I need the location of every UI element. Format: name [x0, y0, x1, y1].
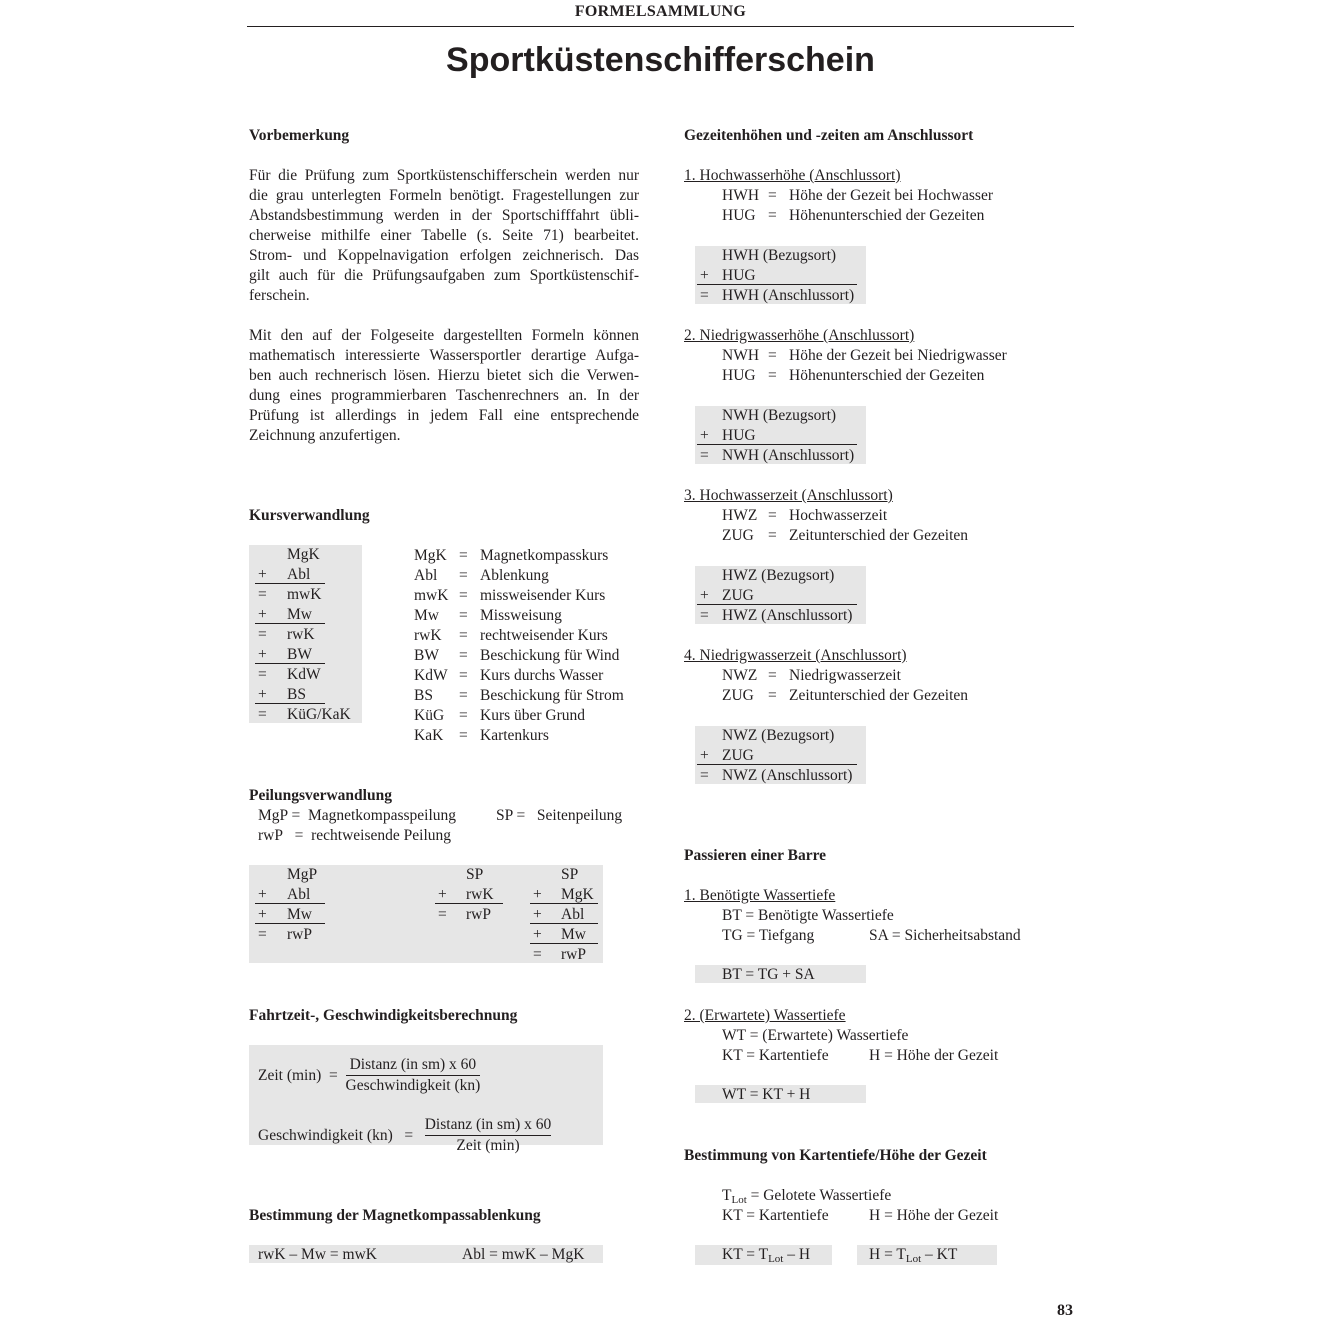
peilung-def-mgp — [258, 806, 456, 826]
vorbemerkung-para1 — [249, 166, 639, 306]
definition: Seitenpeilung — [536, 807, 623, 824]
h-formula — [869, 1245, 957, 1269]
paragraph-line: Zeichnung anzufertigen. — [249, 427, 401, 444]
def-text: Zeitunterschied der Gezeiten — [789, 527, 969, 544]
def-term: BS — [414, 687, 433, 704]
eq: = — [294, 827, 304, 844]
def-bt: BT = Benötigte Wassertiefe — [722, 907, 894, 924]
calc-operator: + — [700, 427, 709, 444]
lot-subscript: Lot — [905, 1253, 922, 1265]
paragraph-line: die grau unterlegten Formeln benötigt. Fragestellungen zur — [249, 187, 639, 204]
calc-value: rwK — [287, 626, 315, 643]
def-term: BW — [414, 647, 439, 664]
calc-value: KüG/KaK — [287, 706, 351, 723]
lhs: Geschwindigkeit (kn) — [258, 1127, 393, 1144]
calc-value: ZUG — [722, 747, 754, 764]
t-symbol: T — [722, 1187, 732, 1204]
heading-fahrtzeit: Fahrtzeit-, Geschwindigkeitsberechnung — [249, 1007, 518, 1024]
underline-rule — [255, 903, 325, 904]
def-text: Hochwasserzeit — [789, 507, 888, 524]
underline-rule — [697, 604, 857, 605]
numerator: Distanz (in sm) x 60 — [425, 1115, 552, 1136]
gezeiten-s3-title: 3. Hochwasserzeit (Anschlussort) — [684, 487, 893, 504]
vorbemerkung-para2 — [249, 326, 639, 446]
def-eq: = — [768, 507, 777, 524]
heading-kursverwandlung: Kursverwandlung — [249, 507, 370, 524]
kt-formula — [722, 1245, 810, 1269]
calc-value: Mw — [287, 906, 312, 923]
def-text: Ablenkung — [480, 567, 549, 584]
term: SP — [496, 807, 513, 824]
def-term: HWH — [722, 187, 760, 204]
paragraph-line: cherweise mithilfe einer Tabelle (s. Seite 71) bearbeitet. — [249, 227, 639, 244]
heading-barre: Passieren einer Barre — [684, 847, 827, 864]
paragraph-line: mathematisch interessierte Wassersportler derartige Aufga- — [249, 347, 639, 364]
def-term: KüG — [414, 707, 445, 724]
calc-value: NWZ (Bezugsort) — [722, 727, 835, 744]
calc-operator: + — [533, 906, 542, 923]
calc-value: MgK — [287, 546, 320, 563]
calc-value: HWZ (Bezugsort) — [722, 567, 835, 584]
def-eq: = — [459, 627, 468, 644]
calc-operator: + — [700, 747, 709, 764]
def-sa: SA = Sicherheitsabstand — [869, 927, 1021, 944]
underline-rule — [255, 583, 325, 584]
calc-value: HWH (Anschlussort) — [722, 287, 855, 304]
def-eq: = — [459, 547, 468, 564]
heading-vorbemerkung: Vorbemerkung — [249, 127, 350, 144]
def-text: Höhenunterschied der Gezeiten — [789, 207, 985, 224]
calc-value: Mw — [287, 606, 312, 623]
calc-value: rwP — [287, 926, 312, 943]
calc-value: Abl — [561, 906, 585, 923]
gezeiten-s4-title: 4. Niedrigwasserzeit (Anschlussort) — [684, 647, 907, 664]
def-eq: = — [459, 667, 468, 684]
def-term: Mw — [414, 607, 439, 624]
paragraph-line: ben auch rechnerisch lösen. Hierzu bietet sich die Verwen- — [249, 367, 639, 384]
calc-value: Abl — [287, 886, 311, 903]
calc-operator: + — [258, 906, 267, 923]
eq: = — [404, 1127, 414, 1144]
calc-operator: = — [438, 906, 447, 923]
def-eq: = — [768, 207, 777, 224]
calc-value: rwK — [466, 886, 494, 903]
underline-rule — [530, 903, 598, 904]
numerator: Distanz (in sm) x 60 — [346, 1055, 481, 1076]
underline-rule — [697, 444, 857, 445]
bt-formula-box — [695, 965, 866, 983]
def-eq: = — [459, 727, 468, 744]
calc-operator: = — [700, 607, 709, 624]
calc-operator: = — [258, 926, 267, 943]
term: rwP — [258, 827, 283, 844]
calc-operator: = — [700, 287, 709, 304]
def-eq: = — [768, 527, 777, 544]
kurs-definitions — [414, 546, 644, 746]
heading-kartentiefe: Bestimmung von Kartentiefe/Höhe der Gezeit — [684, 1147, 987, 1164]
paragraph-line: dung eines programmierbaren Taschenrechners an. In der — [249, 387, 639, 404]
calc-operator: + — [700, 267, 709, 284]
def-eq: = — [768, 687, 777, 704]
paragraph-line: Für die Prüfung zum Sportküstenschifferschein werden nur — [249, 167, 639, 184]
def-kt2: KT = Kartentiefe — [722, 1207, 829, 1224]
gezeiten-s2-calc-box — [695, 406, 866, 464]
calc-value: BW — [287, 646, 312, 663]
def-tg: TG = Tiefgang — [722, 927, 815, 944]
formula-abl: Abl = mwK – MgK — [462, 1246, 585, 1263]
paragraph-line: Prüfung ist allerdings in jedem Fall eine entsprechende — [249, 407, 639, 424]
wt-formula-box — [695, 1085, 866, 1103]
calc-operator: + — [533, 886, 542, 903]
def-term: KaK — [414, 727, 444, 744]
section-header: FORMELSAMMLUNG — [247, 0, 1074, 27]
def-term: ZUG — [722, 527, 754, 544]
gezeiten-s1-title: 1. Hochwasserhöhe (Anschlussort) — [684, 167, 901, 184]
def-eq: = — [768, 667, 777, 684]
formula-geschwindigkeit — [258, 1115, 551, 1156]
denominator: Zeit (min) — [456, 1137, 520, 1154]
calc-operator: = — [533, 946, 542, 963]
calc-operator: + — [258, 566, 267, 583]
def-text: Kurs durchs Wasser — [480, 667, 604, 684]
def-text: Höhe der Gezeit bei Niedrigwasser — [789, 347, 1007, 364]
calc-operator: + — [438, 886, 447, 903]
def-term: HWZ — [722, 507, 758, 524]
eq: = — [329, 1067, 338, 1084]
page-title: Sportküstenschifferschein — [446, 41, 875, 79]
barre-s1-title: 1. Benötigte Wassertiefe — [684, 887, 836, 904]
def-text: Niedrigwasserzeit — [789, 667, 901, 684]
heading-gezeiten: Gezeitenhöhen und -zeiten am Anschlussort — [684, 127, 974, 144]
ablenkung-formula-box — [249, 1245, 603, 1263]
calc-operator: = — [700, 767, 709, 784]
def-text: rechtweisender Kurs — [480, 627, 608, 644]
bt-formula: BT = TG + SA — [722, 966, 815, 983]
def-eq: = — [459, 647, 468, 664]
def-eq: = — [459, 687, 468, 704]
calc-value: Abl — [287, 566, 311, 583]
def-text: Beschickung für Wind — [480, 647, 620, 664]
underline-rule — [530, 943, 598, 944]
def-term: MgK — [414, 547, 447, 564]
gezeiten-s3-calc-box — [695, 566, 866, 624]
calc-value: NWH (Anschlussort) — [722, 447, 855, 464]
def-term: NWZ — [722, 667, 758, 684]
def-h: H = Höhe der Gezeit — [869, 1047, 999, 1064]
calc-value: SP — [561, 866, 579, 883]
kurs-calc-box — [249, 545, 362, 723]
peilung-def-rwp — [258, 826, 451, 846]
underline-rule — [255, 923, 325, 924]
calc-operator: = — [700, 447, 709, 464]
gezeiten-s2-title: 2. Niedrigwasserhöhe (Anschlussort) — [684, 327, 915, 344]
calc-value: ZUG — [722, 587, 754, 604]
gezeiten-s1-calc-box — [695, 246, 866, 304]
calc-value: rwP — [561, 946, 586, 963]
def-text: missweisender Kurs — [480, 587, 606, 604]
formula-part: – H — [783, 1246, 811, 1263]
def-text: Zeitunterschied der Gezeiten — [789, 687, 969, 704]
paragraph-line: gilt auch für die Prüfungsaufgaben zum Sportküstenschif- — [249, 267, 639, 284]
lot-subscript: Lot — [731, 1194, 747, 1206]
def-text: Kartenkurs — [480, 727, 549, 744]
page-number: 83 — [1057, 1302, 1073, 1319]
def-eq: = — [459, 707, 468, 724]
wt-formula: WT = KT + H — [722, 1086, 811, 1103]
def-eq: = — [459, 567, 468, 584]
lot-subscript: Lot — [768, 1253, 784, 1265]
calc-operator: + — [533, 926, 542, 943]
def-text: Kurs über Grund — [480, 707, 586, 724]
calc-value: HUG — [722, 267, 756, 284]
formula-part: H = T — [869, 1246, 906, 1263]
paragraph-line: ferschein. — [249, 287, 310, 304]
definition: = Gelotete Wassertiefe — [746, 1187, 892, 1204]
lhs: Zeit (min) — [258, 1067, 322, 1084]
underline-rule — [255, 703, 325, 704]
paragraph-line: Mit den auf der Folgeseite dargestellten Formeln können — [249, 327, 639, 344]
calc-value: HWH (Bezugsort) — [722, 247, 837, 264]
calc-value: MgK — [561, 886, 594, 903]
underline-rule — [255, 663, 325, 664]
definition: rechtweisende Peilung — [311, 827, 451, 844]
underline-rule — [530, 923, 598, 924]
calc-value: mwK — [287, 586, 322, 603]
underline-rule — [255, 623, 325, 624]
denominator: Geschwindigkeit (kn) — [345, 1077, 481, 1094]
calc-operator: + — [258, 646, 267, 663]
def-eq: = — [768, 347, 777, 364]
calc-value: NWH (Bezugsort) — [722, 407, 837, 424]
barre-s2-title: 2. (Erwartete) Wassertiefe — [684, 1007, 846, 1024]
peilung-col-sp-rwk — [429, 865, 509, 963]
calc-operator: + — [258, 606, 267, 623]
def-text: Höhenunterschied der Gezeiten — [789, 367, 985, 384]
heading-peilungsverwandlung: Peilungsverwandlung — [249, 787, 392, 804]
peilung-col-mgp — [249, 865, 369, 963]
def-term: Abl — [414, 567, 438, 584]
calc-operator: = — [258, 626, 267, 643]
calc-operator: = — [258, 666, 267, 683]
def-text: Höhe der Gezeit bei Hochwasser — [789, 187, 993, 204]
underline-rule — [435, 903, 503, 904]
peilung-calc-box — [249, 865, 603, 963]
eq: = — [516, 807, 526, 824]
peilung-def-sp — [496, 806, 622, 826]
calc-value: HUG — [722, 427, 756, 444]
def-eq: = — [768, 187, 777, 204]
def-eq: = — [768, 367, 777, 384]
formula-mwk: rwK – Mw = mwK — [258, 1246, 377, 1263]
formula-zeit — [258, 1055, 480, 1096]
def-term: ZUG — [722, 687, 754, 704]
fraction — [346, 1055, 481, 1096]
definition: Magnetkompasspeilung — [307, 807, 457, 824]
calc-operator: = — [258, 586, 267, 603]
calc-operator: = — [258, 706, 267, 723]
calc-value: HWZ (Anschlussort) — [722, 607, 853, 624]
calc-value: Mw — [561, 926, 586, 943]
def-h2: H = Höhe der Gezeit — [869, 1207, 999, 1224]
def-eq: = — [459, 607, 468, 624]
calc-operator: + — [258, 886, 267, 903]
def-wt: WT = (Erwartete) Wassertiefe — [722, 1027, 909, 1044]
kt-formula-box — [695, 1245, 832, 1265]
h-formula-box — [857, 1245, 997, 1265]
peilung-col-sp-mgk — [525, 865, 603, 963]
heading-magnetkompassablenkung: Bestimmung der Magnetkompassablenkung — [249, 1207, 541, 1224]
gezeiten-s4-calc-box — [695, 726, 866, 784]
def-text: Missweisung — [480, 607, 562, 624]
def-text: Beschickung für Strom — [480, 687, 624, 704]
fahrzeit-formula-box — [249, 1045, 603, 1154]
formula-part: – KT — [921, 1246, 958, 1263]
paragraph-line: Abstandsbestimmung werden in der Sportschifffahrt übli- — [249, 207, 639, 224]
formula-part: KT = T — [722, 1246, 769, 1263]
term: MgP — [258, 807, 288, 824]
calc-operator: + — [258, 686, 267, 703]
calc-value: SP — [466, 866, 484, 883]
def-term: HUG — [722, 207, 756, 224]
calc-value: BS — [287, 686, 306, 703]
def-text: Magnetkompasskurs — [480, 547, 609, 564]
calc-operator: + — [700, 587, 709, 604]
calc-value: NWZ (Anschlussort) — [722, 767, 853, 784]
calc-value: KdW — [287, 666, 321, 683]
def-term: HUG — [722, 367, 756, 384]
underline-rule — [697, 284, 857, 285]
paragraph-line: Strom- und Koppelnavigation erfolgen zeichnerisch. Das — [249, 247, 639, 264]
def-term: mwK — [414, 587, 449, 604]
calc-value: rwP — [466, 906, 491, 923]
underline-rule — [697, 764, 857, 765]
def-term: NWH — [722, 347, 760, 364]
def-term: rwK — [414, 627, 442, 644]
def-kt: KT = Kartentiefe — [722, 1047, 829, 1064]
calc-value: MgP — [287, 866, 318, 883]
def-eq: = — [459, 587, 468, 604]
fraction — [425, 1115, 552, 1156]
def-term: KdW — [414, 667, 448, 684]
eq: = — [291, 807, 301, 824]
